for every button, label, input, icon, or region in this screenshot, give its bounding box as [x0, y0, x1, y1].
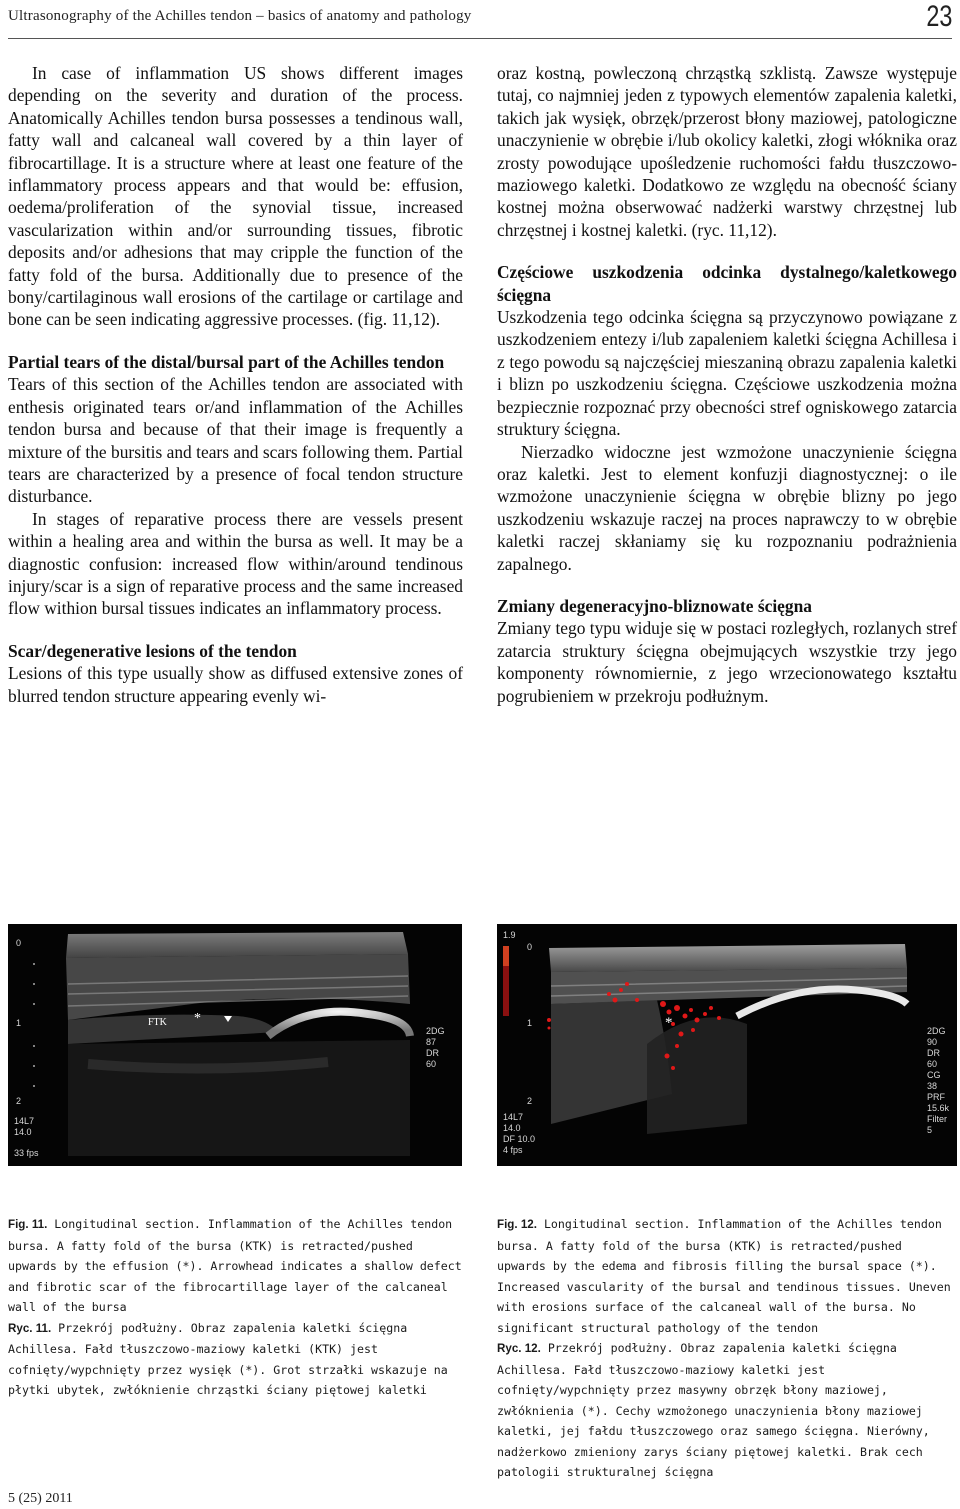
running-header: [8, 0, 952, 40]
readout-2dg-value: 87: [426, 1037, 437, 1047]
fibrosis-asterisk: *: [665, 1015, 673, 1031]
paragraph-partial-tears: Tears of this section of the Achilles tendon are associated with enthesis originated tears or/and inflammation of the Achilles tendon bursa and because of that their image is frequently a mixture of the bursitis and tears and scars following them. Partial tears are characterized by a presence of focal tendon structure disturbance.: [8, 374, 463, 507]
caption-11-english: [8, 1214, 464, 1318]
probe-frequency: 14.0: [503, 1123, 521, 1133]
ftk-label: FTK: [148, 1017, 167, 1028]
scale-mark-2: 2: [527, 1096, 533, 1106]
caption-12-text: Longitudinal section. Inflammation of the Achilles tendon bursa. A fatty fold of the bursa (KTK) is retracted/pushed upwards by the edema and fibrosis filling the bursal space (*). Increased vascularity of the bursal and tendinous tissues. Uneven with erosions surface of the calcaneal wall of the bursa. No significant structural pathology of the tendon: [497, 1217, 951, 1335]
paragraph-partial-tears-pl: Uszkodzenia tego odcinka ścięgna są przyczynowo powiązane z uszkodzeniem entezy i/lub zapaleniem kaletki ścięgna Achillesa i z tego powodu są najczęściej mieszaniną obrazu zapalenia kaletki i blizn po uszkodzeniu ścięgna. Częściowe uszkodzenia można bezpiecznie rozpoznać przy obecności stref ogniskowego zatarcia struktury ścięgna.: [497, 307, 957, 440]
caption-11-label-pl: Ryc. 11.: [8, 1321, 52, 1335]
section-scar-pl: [497, 595, 957, 707]
paragraph-vascularity-pl: Nierzadko widoczne jest wzmożone unaczynienie ścięgna oraz kaletki. Jest to element konfuzji diagnostycznej: o ile wzmożone unaczynienie ścięgna w obrębie blizny po jego uszkodzeniu wskazuje raczej na proces naprawczy to w obrębie kaletki raczej skłaniamy się ku rozpoznaniu podrażnienia zapalnego.: [497, 441, 957, 574]
readout-2dg: 2DG: [426, 1026, 445, 1036]
ultrasound-image-fig11: [8, 924, 462, 1166]
frame-rate: 33 fps: [14, 1148, 39, 1158]
scale-mark-2: 2: [16, 1096, 22, 1106]
readout-filter-value: 5: [927, 1125, 933, 1135]
figure-12-caption: [497, 1214, 955, 1483]
section-scar: [8, 640, 463, 707]
readout-dr: DR: [426, 1048, 439, 1058]
section-heading-partial-tears-pl: Częściowe uszkodzenia odcinka dystalnego/kaletkowego ścięgna: [497, 262, 957, 305]
readout-2dg: 2DG: [927, 1026, 946, 1036]
ultrasound-image-fig12: [497, 924, 957, 1166]
issue-footer: 5 (25) 2011: [8, 1491, 73, 1506]
header-rule: [8, 38, 952, 39]
caption-11-label: Fig. 11.: [8, 1218, 48, 1231]
scale-mark-top: 1.9: [503, 930, 516, 940]
section-partial-tears-pl: [497, 261, 957, 575]
readout-prf-value: 15.6k: [927, 1103, 950, 1113]
running-title: Ultrasonography of the Achilles tendon – basics of anatomy and pathology: [8, 8, 472, 24]
readout-dr: DR: [927, 1048, 940, 1058]
polish-column: [497, 62, 957, 707]
caption-12-polish: [497, 1338, 955, 1483]
paragraph-inflammation: In case of inflammation US shows different images depending on the severity and duration of the process. Anatomically Achilles tendon bursa possesses a tendinous wall, fatty wall and calcaneal wall covered by a thin layer of fibrocartillage. It is a structure where at least one feature of the inflammatory process appears and that would be: effusion, oedema/proliferation of the synovial tissue, increased vascularization within and/or surrounding tissues, fibrotic deposits and/or adhesions that may cripple the function of the fatty fold of the bursa. Additionally due to presence of the bony/cartilaginous wall erosions of the cartilage or cartilage and bone can be seen indicating aggressive processes. (fig. 11,12).: [8, 63, 463, 330]
effusion-asterisk: *: [194, 1011, 201, 1026]
scale-mark-0: 0: [527, 942, 533, 952]
scale-mark-1: 1: [16, 1018, 22, 1028]
caption-11-polish: [8, 1318, 464, 1401]
section-heading-partial-tears: Partial tears of the distal/bursal part of the Achilles tendon: [8, 351, 445, 372]
english-column: [8, 62, 463, 707]
doppler-frequency: DF 10.0: [503, 1134, 536, 1144]
section-partial-tears: [8, 351, 463, 620]
readout-cg-value: 38: [927, 1081, 938, 1091]
scale-mark-1: 1: [527, 1018, 533, 1028]
caption-12-english: [497, 1214, 955, 1338]
readout-dr-value: 60: [927, 1059, 938, 1069]
caption-12-label: Fig. 12.: [497, 1218, 537, 1231]
section-heading-scar: Scar/degenerative lesions of the tendon: [8, 640, 297, 661]
skin-layer: [66, 932, 408, 958]
figure-11-caption: [8, 1214, 464, 1401]
readout-cg: CG: [927, 1070, 941, 1080]
paragraph-bursa-pl: oraz kostną, powleczoną chrząstką szklistą. Zawsze występuje tutaj, co najmniej jeden z typowych elementów zapalenia kaletki, takich jak wysięk, obrzęk/przerost błony maziowej, patologiczne unaczynienie w obrębie i/lub okolicy kaletki, złogi włóknika oraz zrosty powodujące upośledzenie ruchomości fałdu tłuszczowo-maziowego kaletki. Dodatkowo ze względu na obecność ściany kostnej można obserwować nadżerki warstwy chrzęstnej lub chrzęstnej i kostnej kaletki. (ryc. 11,12).: [497, 63, 957, 240]
caption-11-text: Longitudinal section. Inflammation of the Achilles tendon bursa. A fatty fold of the bursa (KTK) is retracted/pushed upwards by the effusion (*). Arrowhead indicates a shallow defect and fibrotic scar of the fibrocartillage layer of the calcaneal wall of the bursa: [8, 1217, 462, 1314]
readout-filter: Filter: [927, 1114, 947, 1124]
probe-model: 14L7: [503, 1112, 524, 1122]
readout-prf: PRF: [927, 1092, 945, 1102]
readout-2dg-value: 90: [927, 1037, 938, 1047]
readout-dr-value: 60: [426, 1059, 437, 1069]
caption-11-text-pl: Przekrój podłużny. Obraz zapalenia kaletki ścięgna Achillesa. Fałd tłuszczowo-maziowy kaletki (KTK) jest cofnięty/wypchnięty przez wysięk (*). Grot strzałki wskazuje na płytki ubytek, zwłóknienie chrząstki ściany piętowej kaletki: [8, 1320, 448, 1397]
section-heading-scar-pl: Zmiany degeneracyjno-bliznowate ścięgna: [497, 595, 812, 616]
paragraph-reparative: In stages of reparative process there are vessels present within a healing area and within the bursa as well. It may be a diagnostic confusion: increased flow within/around tendinous injury/scar is a sign of reparative process and the same increased flow withion bursal tissues indicates an inflammatory process.: [8, 508, 463, 619]
scale-mark-0: 0: [16, 938, 22, 948]
page-number: 23: [925, 0, 952, 33]
probe-model: 14L7: [14, 1116, 35, 1126]
ultrasound-fig12-graphic: [497, 924, 957, 1166]
frame-rate: 4 fps: [503, 1145, 523, 1155]
caption-12-text-pl: Przekrój podłużny. Obraz zapalenia kaletki ścięgna Achillesa. Fałd tłuszczowo-maziowy kaletki jest cofnięty/wypchnięty przez masywny obrzęk błony maziowej, zwłóknienia (*). Cechy wzmożonego unaczynienia błony maziowej kaletki, jej fałdu tłuszczowego oraz samego ścięgna. Nierówny, nadżerkowo zmieniony zarys ściany piętowej kaletki. Brak cech patologii strukturalnej ścięgna: [497, 1341, 930, 1479]
caption-12-label-pl: Ryc. 12.: [497, 1342, 541, 1355]
paragraph-scar: Lesions of this type usually show as diffused extensive zones of blurred tendon structure appearing evenly wi-: [8, 663, 463, 706]
ultrasound-fig11-graphic: [8, 924, 462, 1166]
paragraph-scar-pl: Zmiany tego typu widuje się w postaci rozległych, rozlanych stref zatarcia struktury ścięgna obejmujących wszystkie trzy jego komponenty równomiernie, z jego wrzecionowatego kształtu pogrubieniem w przekroju podłużnym.: [497, 618, 957, 706]
probe-frequency: 14.0: [14, 1127, 32, 1137]
